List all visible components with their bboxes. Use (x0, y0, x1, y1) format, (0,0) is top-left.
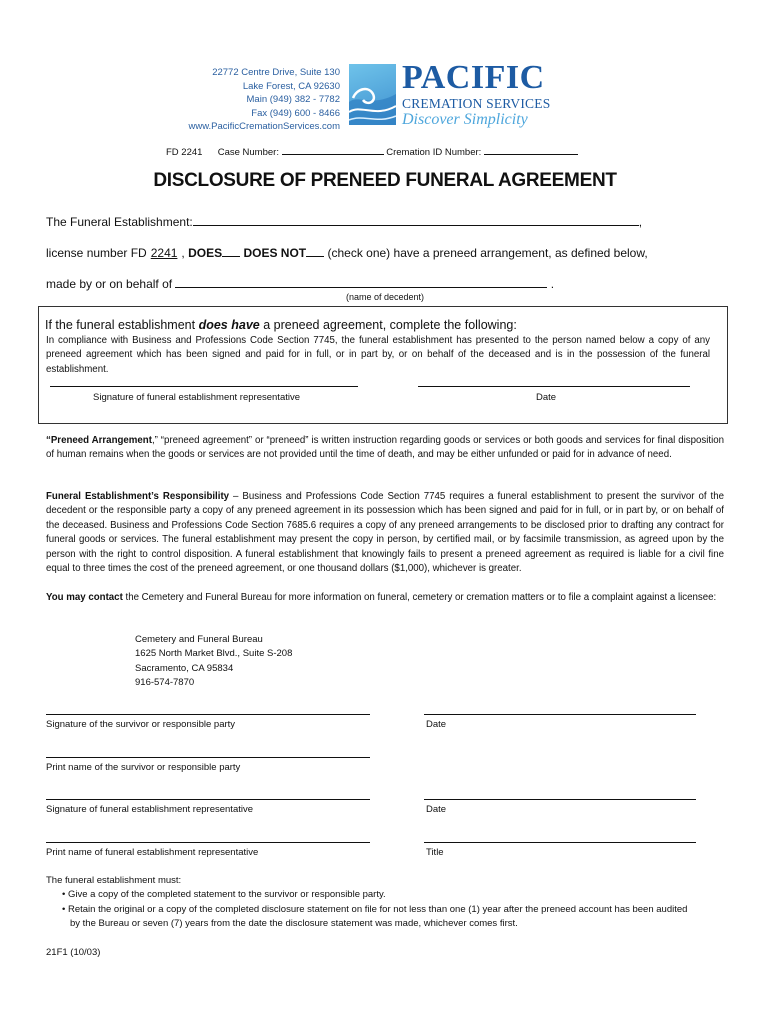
box-signature-caption: Signature of funeral establishment representative (93, 392, 301, 403)
rep-signature-caption: Signature of funeral establishment representative (46, 804, 254, 815)
must-item-text: Retain the original or a copy of the completed disclosure statement on file for not less than one (1) year after the preneed account has been audited (67, 903, 688, 915)
title-caption: Title (426, 847, 444, 858)
logo-name: PACIFIC (402, 59, 545, 96)
establishment-field[interactable] (193, 216, 639, 226)
box-date-line[interactable] (418, 386, 690, 387)
company-address (188, 66, 340, 134)
cremation-id-field[interactable] (484, 145, 578, 155)
bureau-address (135, 633, 292, 691)
page-title: DISCLOSURE OF PRENEED FUNERAL AGREEMENT (153, 170, 617, 191)
case-number-label: Case Number: (217, 147, 279, 158)
box-signature-line[interactable] (50, 386, 358, 387)
does-not-option: DOES NOT (243, 246, 307, 260)
does-checkbox[interactable] (222, 247, 240, 257)
must-item: • Retain the original or a copy of the completed disclosure statement on file for not less than one (1) year after the preneed account has been audited (62, 903, 688, 915)
address-line: Lake Forest, CA 92630 (242, 80, 340, 92)
definition-text: ,” “preneed agreement” or “preneed” is written instruction regarding goods or services or both goods and services for final disposition of human remains when the goods or services are not provided until the time of death, and may be either unfunded or paid for in advance of need. (46, 435, 724, 461)
bureau-line: Sacramento, CA 95834 (135, 662, 234, 674)
logo-subtitle: CREMATION SERVICES (402, 96, 551, 111)
address-line: 22772 Centre Drive, Suite 130 (212, 67, 340, 78)
date-caption-2: Date (426, 804, 447, 815)
decedent-name-field[interactable] (175, 278, 547, 288)
survivor-signature-line[interactable] (46, 714, 370, 715)
date-line-2[interactable] (424, 799, 696, 800)
address-line: Main (949) 382 - 7782 (246, 94, 340, 105)
must-section (46, 874, 687, 932)
date-caption-1: Date (426, 719, 447, 730)
contact-text: the Cemetery and Funeral Bureau for more information on funeral, cemetery or cremation matters or to file a complaint against a licensee: (122, 592, 717, 603)
box-heading-emphasis: does have (198, 318, 260, 332)
responsibility-term: Funeral Establishment’s Responsibility (46, 491, 230, 502)
id-row (166, 145, 578, 158)
survivor-print-caption: Print name of the survivor or responsible party (46, 762, 241, 773)
logo-tagline: Discover Simplicity (402, 111, 528, 128)
box-text: In compliance with Business and Professions Code Section 7745, the funeral establishment has presented to the person named below a copy of any preneed agreement which has been signed and paid for in full, or in part by, or on behalf of the deceased and is in the possession of the funeral establishment. (46, 335, 710, 375)
title-line[interactable] (424, 842, 696, 843)
establishment-label: The Funeral Establishment: (46, 215, 193, 229)
form-id: 21F1 (10/03) (46, 947, 101, 958)
box-heading-pre: If the funeral establishment (45, 318, 196, 332)
cremation-id-label: Cremation ID Number: (386, 147, 482, 158)
address-line: Fax (949) 600 - 8466 (251, 107, 340, 119)
punctuation: . (550, 277, 555, 291)
bureau-line: Cemetery and Funeral Bureau (135, 634, 263, 645)
punctuation: , (638, 215, 643, 229)
license-line (46, 246, 648, 260)
box-date-caption: Date (536, 392, 557, 403)
must-item-text: Give a copy of the completed statement to the survivor or responsible party. (67, 889, 386, 901)
does-option: DOES (188, 246, 223, 260)
must-item-continued: by the Bureau or seven (7) years from the date the disclosure statement was made, whichever comes first. (70, 918, 518, 930)
made-by-line (46, 277, 554, 291)
case-number-field[interactable] (282, 145, 384, 155)
bureau-line: 1625 North Market Blvd., Suite S-208 (135, 648, 293, 660)
must-heading: The funeral establishment must: (46, 875, 182, 886)
responsibility-text: – Business and Professions Code Section 7745 requires a funeral establishment to present the survivor of the decedent or the responsible party a copy of any preneed agreement in its possession which has been signed and paid for in full, or in part by, or on behalf of the deceased. Business and Professions Code Section 7685.6 requires a copy of any preneed arrangements to be disclosed prior to drafting any contract for funeral goods or services. The funeral establishment may present the copy in person, by certified mail, or by facsimile transmission, as agreed upon by the person with the right to control disposition. A funeral establishment that knowingly fails to present a preneed agreement as required is liable for a civil fine equal to three times the cost of the preneed agreement, or one thousand dollars ($1,000), whichever is greater. (46, 491, 724, 575)
rep-print-caption: Print name of funeral establishment representative (46, 847, 259, 858)
date-line-1[interactable] (424, 714, 696, 715)
box-heading (45, 318, 517, 332)
definition-paragraph (46, 434, 724, 463)
does-not-checkbox[interactable] (306, 247, 324, 257)
rep-signature-line[interactable] (46, 799, 370, 800)
license-number: 2241 (150, 246, 178, 260)
website-link[interactable]: www.PacificCremationServices.com (188, 121, 340, 132)
punctuation: , (181, 246, 185, 260)
fd-number: FD 2241 (166, 147, 203, 158)
survivor-signature-caption: Signature of the survivor or responsible party (46, 719, 236, 730)
survivor-print-line[interactable] (46, 757, 370, 758)
bureau-phone: 916-574-7870 (135, 677, 195, 689)
license-suffix: (check one) have a preneed arrangement, as defined below, (327, 246, 648, 260)
establishment-line (46, 215, 642, 229)
contact-paragraph (46, 591, 724, 605)
box-heading-post: a preneed agreement, complete the following: (263, 318, 517, 332)
wave-logo-icon (349, 64, 396, 125)
definition-term: “Preneed Arrangement (46, 435, 152, 446)
responsibility-paragraph (46, 490, 724, 576)
rep-print-line[interactable] (46, 842, 370, 843)
decedent-caption: (name of decedent) (345, 292, 425, 302)
must-item: • Give a copy of the completed statement to the survivor or responsible party. (62, 889, 386, 901)
license-prefix: license number FD (46, 246, 147, 260)
made-by-label: made by or on behalf of (46, 277, 173, 291)
contact-term: You may contact (46, 592, 123, 603)
